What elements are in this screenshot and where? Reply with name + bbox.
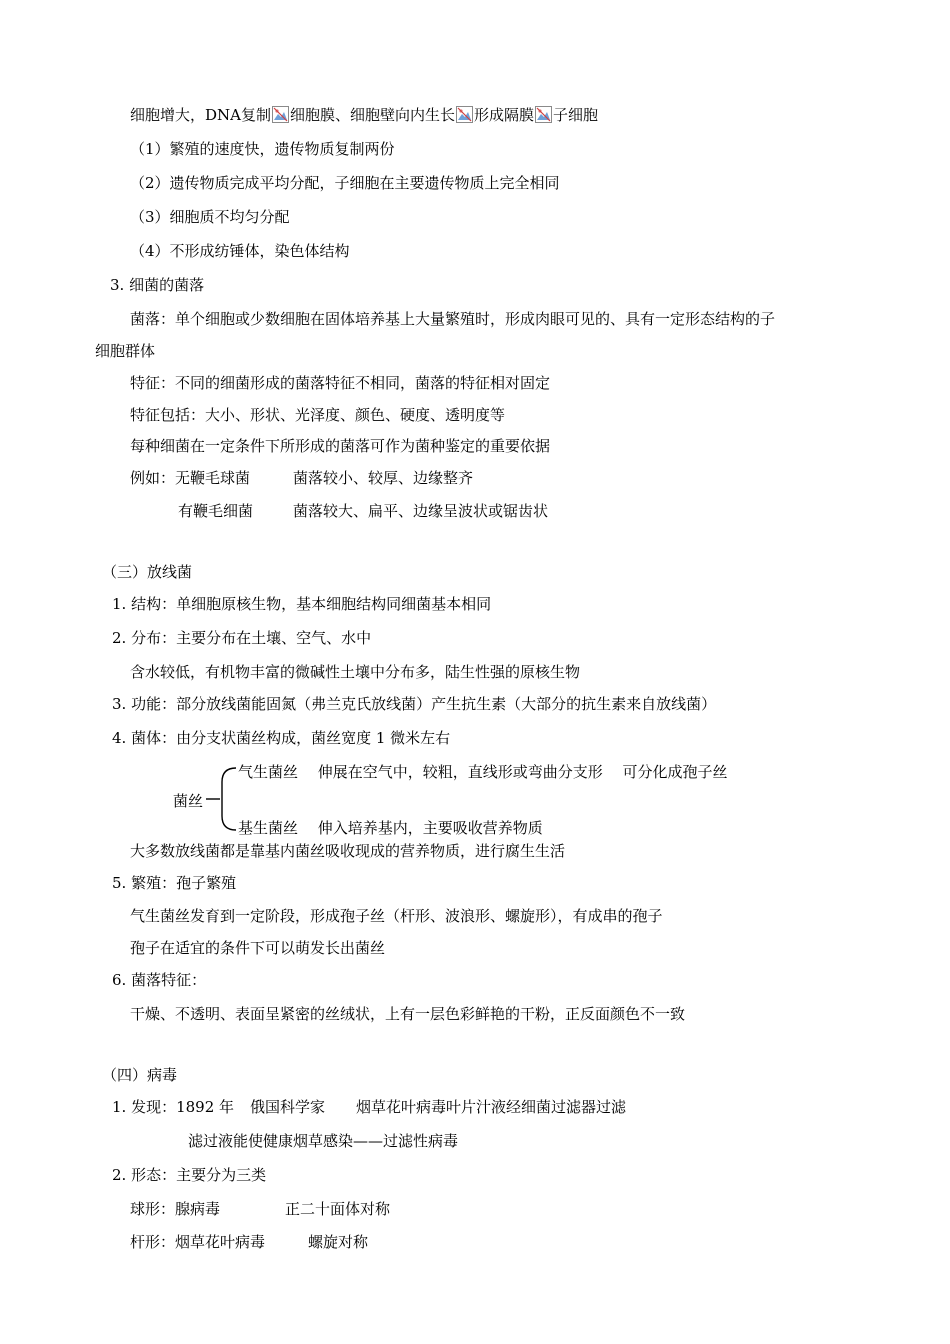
diagram-branch-substrate: 基生菌丝 伸入培养基内，主要吸收营养物质 xyxy=(238,819,543,837)
process-step-1: 细胞增大，DNA复制 xyxy=(130,106,271,124)
process-step-3: 形成隔膜 xyxy=(474,106,535,124)
example-label: 有鞭毛细菌 xyxy=(178,502,254,520)
paragraph: 细胞群体 xyxy=(95,342,156,360)
list-item: 1. 发现：1892 年 xyxy=(112,1098,235,1116)
section-heading: （四）病毒 xyxy=(102,1066,178,1084)
paragraph: 含水较低，有机物丰富的微碱性土壤中分布多，陆生性强的原核生物 xyxy=(130,663,581,681)
example-row xyxy=(130,468,250,488)
diagram-branch-aerial: 气生菌丝 伸展在空气中，较粗，直线形或弯曲分支形 可分化成孢子丝 xyxy=(238,763,728,781)
paragraph: 滤过液能使健康烟草感染——过滤性病毒 xyxy=(188,1132,459,1150)
list-item: 1. 结构：单细胞原核生物，基本细胞结构同细菌基本相同 xyxy=(112,595,492,613)
list-item: 3. 功能：部分放线菌能固氮（弗兰克氏放线菌）产生抗生素（大部分的抗生素来自放线菌） xyxy=(112,695,717,713)
list-item: （3）细胞质不均匀分配 xyxy=(130,208,290,226)
example-detail: 菌落较大、扁平、边缘呈波状或锯齿状 xyxy=(293,502,549,520)
paragraph: 菌落：单个细胞或少数细胞在固体培养基上大量繁殖时，形成肉眼可见的、具有一定形态结构的子 xyxy=(130,310,776,328)
list-item: 2. 形态：主要分为三类 xyxy=(112,1166,267,1184)
section-heading: 3. 细菌的菌落 xyxy=(110,276,205,294)
hyphae-diagram xyxy=(170,758,810,840)
list-item: （4）不形成纺锤体，染色体结构 xyxy=(130,242,350,260)
paragraph: 特征包括：大小、形状、光泽度、颜色、硬度、透明度等 xyxy=(130,406,506,424)
paragraph: 大多数放线菌都是靠基内菌丝吸收现成的营养物质，进行腐生生活 xyxy=(130,842,566,860)
list-item: （2）遗传物质完成平均分配，子细胞在主要遗传物质上完全相同 xyxy=(130,174,560,192)
example-detail: 菌落较小、较厚、边缘整齐 xyxy=(293,469,474,487)
paragraph: 每种细菌在一定条件下所形成的菌落可作为菌种鉴定的重要依据 xyxy=(130,437,551,455)
list-item: 6. 菌落特征： xyxy=(112,971,207,989)
section-heading: （三）放线菌 xyxy=(102,563,193,581)
broken-image-icon xyxy=(456,106,473,123)
diagram-root-label: 菌丝 xyxy=(173,792,204,810)
paragraph: 干燥、不透明、表面呈紧密的丝绒状，上有一层色彩鲜艳的干粉，正反面颜色不一致 xyxy=(130,1005,686,1023)
paragraph: 特征：不同的细菌形成的菌落特征不相同，菌落的特征相对固定 xyxy=(130,374,551,392)
list-item: 4. 菌体：由分支状菌丝构成，菌丝宽度 1 微米左右 xyxy=(112,729,451,747)
list-item: （1）繁殖的速度快，遗传物质复制两份 xyxy=(130,140,395,158)
paragraph: 气生菌丝发育到一定阶段，形成孢子丝（杆形、波浪形、螺旋形），有成串的孢子 xyxy=(130,907,663,925)
process-step-4: 子细胞 xyxy=(553,106,599,124)
shape-detail: 螺旋对称 xyxy=(308,1233,369,1251)
list-item: 2. 分布：主要分布在土壤、空气、水中 xyxy=(112,629,372,647)
shape-label: 杆形：烟草花叶病毒 xyxy=(130,1233,266,1251)
shape-label: 球形：腺病毒 xyxy=(130,1200,221,1218)
example-label: 例如：无鞭毛球菌 xyxy=(130,469,251,487)
list-item: 5. 繁殖：孢子繁殖 xyxy=(112,874,237,892)
list-item-detail: 烟草花叶病毒叶片汁液经细菌过滤器过滤 xyxy=(356,1098,627,1116)
process-line xyxy=(130,105,598,125)
list-item-detail: 俄国科学家 xyxy=(250,1098,326,1116)
process-step-2: 细胞膜、细胞壁向内生长 xyxy=(290,106,456,124)
shape-detail: 正二十面体对称 xyxy=(285,1200,391,1218)
broken-image-icon xyxy=(535,106,552,123)
paragraph: 孢子在适宜的条件下可以萌发长出菌丝 xyxy=(130,939,386,957)
broken-image-icon xyxy=(272,106,289,123)
